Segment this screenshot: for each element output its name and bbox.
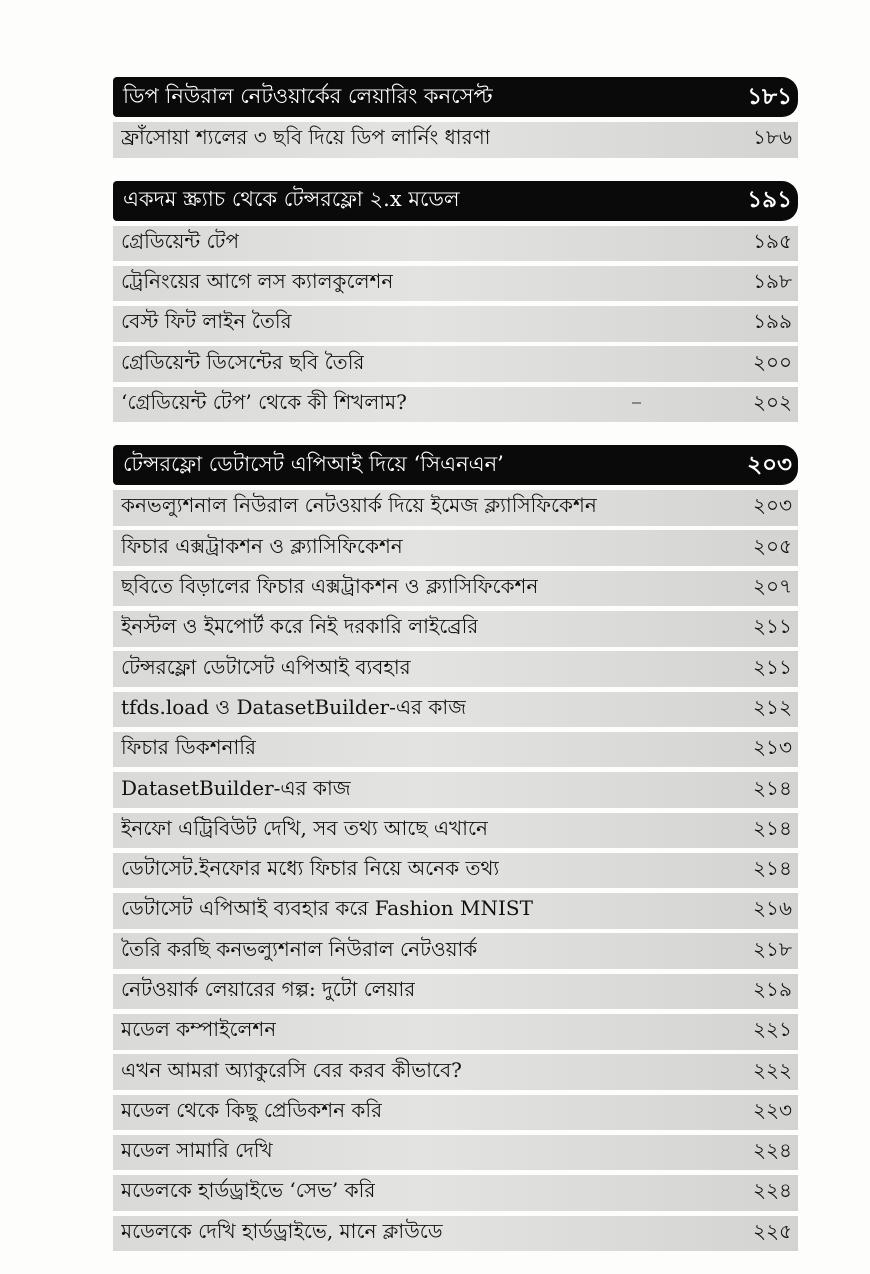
- entry-title: নেটওয়ার্ক লেয়ারের গল্প: দুটো লেয়ার: [121, 977, 416, 1001]
- entry-page-number: ২১১: [753, 654, 792, 679]
- entry-page-number: ২০৭: [752, 574, 792, 599]
- toc-entry: [113, 530, 798, 566]
- entry-page-number: ২১৪: [753, 815, 792, 840]
- print-speck: [632, 402, 641, 404]
- entry-title: ফ্রাঁসোয়া শ্যলের ৩ ছবি দিয়ে ডিপ লার্নিং ধারণা: [121, 125, 491, 150]
- entry-title: DatasetBuilder-এর কাজ: [121, 775, 351, 800]
- entry-page-number: ২১২: [753, 694, 792, 719]
- entry-title: tfds.load ও DatasetBuilder-এর কাজ: [121, 694, 467, 719]
- chapter-title: একদম স্ক্র্যাচ থেকে টেন্সরফ্লো ২.x মডেল: [123, 187, 460, 211]
- entry-title: মডেলকে দেখি হার্ডড্রাইভে, মানে ক্লাউডে: [121, 1218, 443, 1243]
- toc-entry: [113, 974, 798, 1010]
- entry-title: মডেল সামারি দেখি: [121, 1138, 273, 1163]
- toc-entry: [113, 571, 798, 607]
- chapter-page-number: ১৯১: [747, 186, 792, 213]
- entry-page-number: ২১৩: [753, 735, 792, 760]
- entry-title: ইনস্টল ও ইমপোর্ট করে নিই দরকারি লাইব্রেরি: [121, 614, 479, 639]
- entry-page-number: ২১৪: [753, 775, 792, 800]
- entry-title: ‘গ্রেডিয়েন্ট টেপ’ থেকে কী শিখলাম?: [121, 389, 407, 414]
- entry-page-number: ২২৪: [753, 1138, 792, 1163]
- toc-entry: [113, 387, 798, 423]
- entry-page-number: ২১১: [753, 614, 792, 639]
- toc-entry: [113, 893, 798, 929]
- entry-page-number: ২১৯: [753, 977, 792, 1001]
- entry-title: ডেটাসেট এপিআই ব্যবহার করে Fashion MNIST: [121, 896, 533, 921]
- entry-page-number: ২১৬: [753, 896, 792, 921]
- entry-title: ইনফো এট্রিবিউট দেখি, সব তথ্য আছে এখানে: [121, 815, 488, 840]
- entry-title: মডেল কম্পাইলেশন: [121, 1017, 277, 1042]
- entry-title: কনভল্যুশনাল নিউরাল নেটওয়ার্ক দিয়ে ইমেজ ক্ল্যাসিফিকেশন: [121, 493, 597, 518]
- entry-title: মডেল থেকে কিছু প্রেডিকশন করি: [121, 1097, 383, 1122]
- chapter-page-number: ২০৩: [747, 450, 792, 478]
- entry-page-number: ২২২: [752, 1057, 792, 1082]
- chapter-heading: [113, 77, 798, 117]
- entry-page-number: ২১৪: [753, 856, 792, 881]
- toc-entry: [113, 732, 798, 768]
- toc-entry: [113, 490, 798, 526]
- toc-entry: [113, 1095, 798, 1131]
- entry-page-number: ২২১: [753, 1017, 792, 1042]
- toc-entry: [113, 306, 798, 342]
- entry-title: তৈরি করছি কনভল্যুশনাল নিউরাল নেটওয়ার্ক: [121, 936, 478, 961]
- toc-section: [113, 77, 798, 158]
- toc-entry: [113, 651, 798, 687]
- toc-entry: [113, 1175, 798, 1211]
- entry-title: ছবিতে বিড়ালের ফিচার এক্সট্রাকশন ও ক্ল্যাসিফিকেশন: [121, 574, 539, 599]
- entry-title: ডেটাসেট.ইনফোর মধ্যে ফিচার নিয়ে অনেক তথ্য: [121, 856, 500, 881]
- toc-entry: [113, 226, 798, 262]
- table-of-contents: [113, 77, 798, 1274]
- entry-page-number: ২০২: [752, 389, 792, 414]
- entry-page-number: ১৯৮: [753, 269, 792, 294]
- chapter-page-number: ১৮১: [747, 82, 792, 110]
- chapter-title: ডিপ নিউরাল নেটওয়ার্কের লেয়ারিং কনসেপ্ট: [123, 83, 493, 108]
- entry-page-number: ২১৮: [753, 936, 792, 961]
- chapter-title: টেন্সরফ্লো ডেটাসেট এপিআই দিয়ে ‘সিএনএন’: [123, 451, 504, 476]
- toc-section: [113, 181, 798, 423]
- toc-entry: [113, 346, 798, 382]
- chapter-heading: [113, 181, 798, 221]
- entry-title: ট্রেনিংয়ের আগে লস ক্যালকুলেশন: [121, 269, 394, 294]
- toc-entry: [113, 611, 798, 647]
- toc-entry: [113, 933, 798, 969]
- toc-entry: [113, 1216, 798, 1252]
- toc-entry: [113, 1014, 798, 1050]
- entry-title: ফিচার ডিকশনারি: [121, 735, 257, 760]
- entry-title: বেস্ট ফিট লাইন তৈরি: [121, 309, 292, 334]
- toc-entry: [113, 1135, 798, 1171]
- toc-entry: [113, 266, 798, 302]
- entry-page-number: ২২৩: [752, 1097, 792, 1122]
- entry-page-number: ২০৫: [753, 533, 792, 558]
- toc-entry: [113, 122, 798, 158]
- entry-title: মডেলকে হার্ডড্রাইভে ‘সেভ’ করি: [121, 1178, 376, 1203]
- entry-title: এখন আমরা অ্যাকুরেসি বের করব কীভাবে?: [121, 1057, 462, 1082]
- toc-entry: [113, 853, 798, 889]
- toc-entry: [113, 813, 798, 849]
- toc-entry: [113, 772, 798, 808]
- toc-section: [113, 445, 798, 1251]
- toc-entry: [113, 692, 798, 728]
- entry-page-number: ১৮৬: [753, 125, 792, 150]
- entry-page-number: ২০৩: [752, 493, 792, 518]
- entry-page-number: ১৯৫: [753, 228, 792, 253]
- toc-entry: [113, 1054, 798, 1090]
- entry-title: গ্রেডিয়েন্ট টেপ: [121, 228, 240, 253]
- entry-page-number: ২২৫: [753, 1218, 792, 1243]
- entry-page-number: ২০০: [752, 349, 792, 374]
- entry-page-number: ১৯৯: [753, 309, 792, 334]
- entry-title: টেন্সরফ্লো ডেটাসেট এপিআই ব্যবহার: [121, 654, 411, 679]
- entry-title: ফিচার এক্সট্রাকশন ও ক্ল্যাসিফিকেশন: [121, 533, 403, 558]
- entry-title: গ্রেডিয়েন্ট ডিসেন্টের ছবি তৈরি: [121, 349, 365, 374]
- entry-page-number: ২২৪: [753, 1178, 792, 1203]
- chapter-heading: [113, 445, 798, 485]
